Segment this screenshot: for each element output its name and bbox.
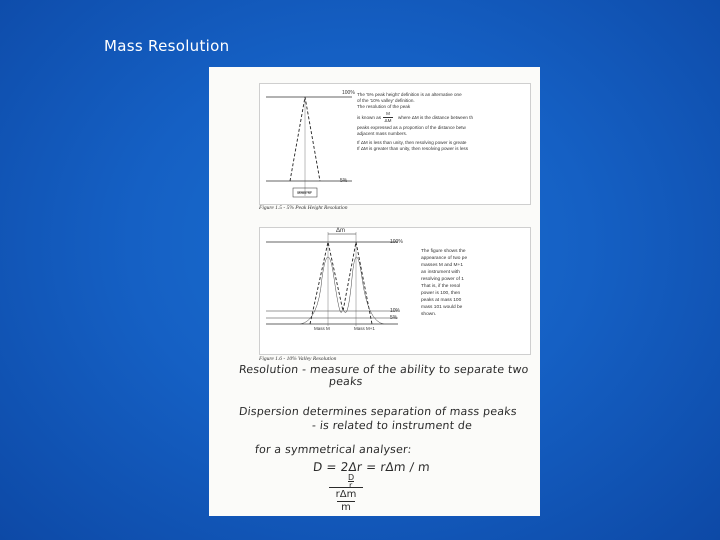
fig1-text-1: The '5% peak height' definition is an alternative one [357, 92, 462, 97]
note-fraction-den1: rΔm [329, 487, 363, 500]
fig2-mass-m: Mass M [314, 326, 330, 331]
fig1-text-8: If ΔM is less than unity, then resolving power is greate [357, 140, 467, 146]
note-fraction [329, 475, 363, 513]
fig1-text-5: where ΔM is the distance between th [398, 114, 474, 120]
fig1-text-2: of the '10% valley' definition. [357, 98, 415, 104]
slide-title: Mass Resolution [104, 37, 230, 55]
figure-5-percent-peak [259, 83, 531, 205]
fig1-text-9: If ΔM is greater than unity, then resolving power is less [357, 146, 468, 152]
fig2-mass-m1: Mass M+1 [354, 326, 375, 331]
fig2-text-10: shown. [421, 312, 437, 317]
note-fraction-top: r [349, 481, 353, 490]
figure-2-caption: Figure 1.6 - 10% Valley Resolution [259, 356, 337, 362]
fig2-label-10: 10% [390, 308, 401, 314]
fig1-text-7: adjacent mass numbers. [357, 130, 408, 136]
fig2-delta-label: Δm [336, 228, 346, 234]
note-equation: D = 2Δr = rΔm / m [312, 460, 431, 474]
fig2-text-1: The figure shows the [421, 249, 466, 254]
fig1-text-6: peaks expressed as a proportion of the distance betw [357, 124, 466, 130]
fig1-label-5: 5% [340, 178, 348, 184]
fig1-fraction-den: ΔM [384, 117, 392, 123]
fig1-text-3: The resolution of the peak [357, 104, 411, 110]
fig1-label-100: 100% [342, 90, 355, 96]
figure-1-caption: Figure 1.5 - 5% Peak Height Resolution [259, 205, 348, 211]
note-symmetrical: for a symmetrical analyser: [254, 443, 413, 456]
fig2-text-5: resolving power of 1 [421, 277, 464, 282]
fig2-label-100: 100% [390, 239, 403, 245]
note-related: - is related to instrument de [311, 419, 473, 432]
note-peaks: peaks [328, 375, 364, 388]
fig2-text-2: appearance of two pe [421, 256, 468, 261]
fig1-mass-label: Mass M [297, 190, 311, 195]
fig2-text-9: mass 101 would be [421, 305, 463, 310]
fig2-text-3: masses M and M+1 [421, 263, 463, 268]
note-resolution: Resolution - measure of the ability to separate two [238, 363, 530, 376]
note-dispersion: Dispersion determines separation of mass peaks [238, 405, 518, 418]
fig1-fraction-num: M [386, 110, 390, 116]
fig2-text-8: peaks at mass 100 [421, 298, 462, 303]
fig1-text-4: is known as [357, 114, 382, 120]
fig2-text-4: an instrument with [421, 270, 460, 275]
fig2-label-5: 5% [390, 315, 398, 321]
fig2-text-6: That is, if the resol [421, 284, 461, 289]
scanned-page [209, 67, 540, 516]
figure-10-percent-valley [259, 227, 531, 355]
note-fraction-num: D [348, 473, 355, 482]
fig2-text-7: power is 100, then [421, 291, 461, 296]
note-fraction-den2: m [337, 501, 355, 513]
